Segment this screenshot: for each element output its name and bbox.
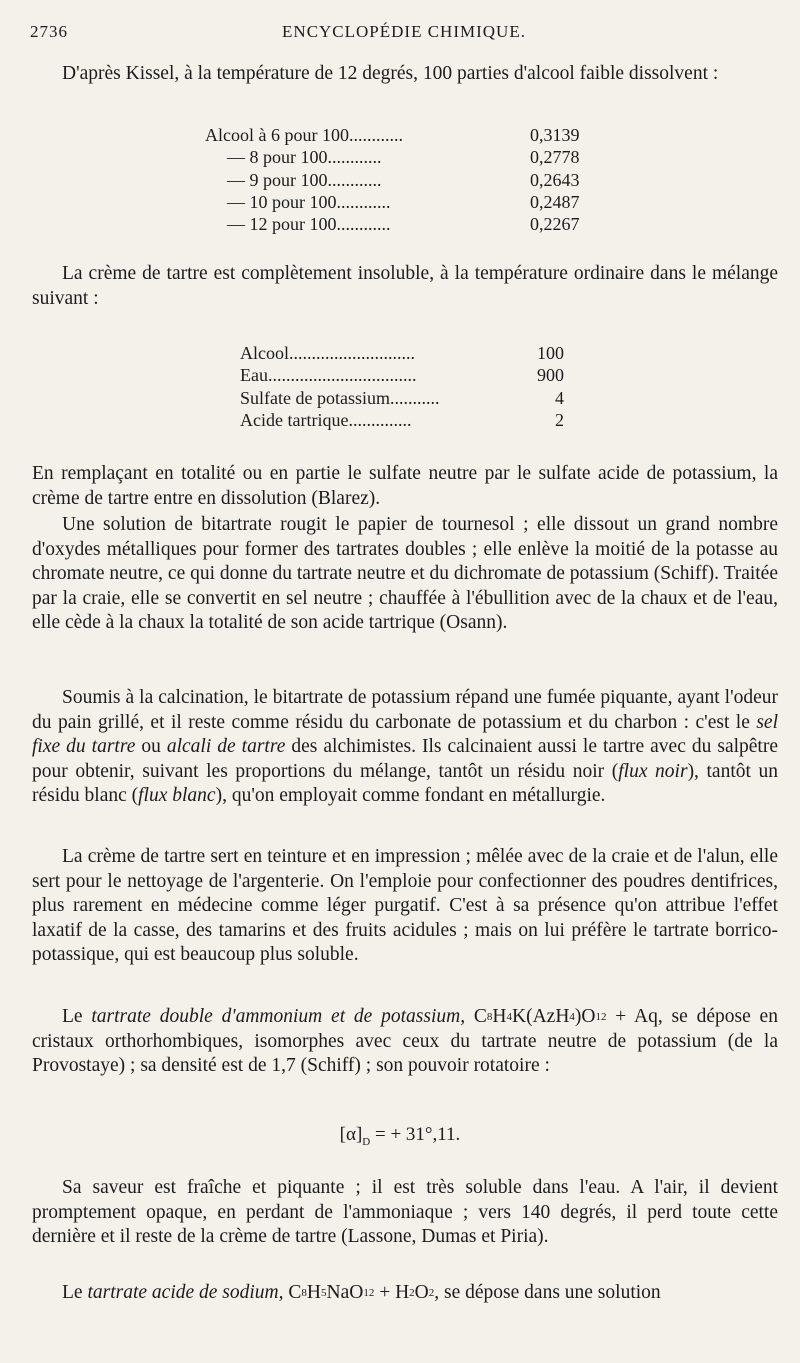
table-row — [240, 387, 570, 409]
row-label: Sulfate de potassium........... — [240, 387, 440, 408]
row-value: 0,2267 — [530, 214, 580, 235]
table-row — [240, 342, 570, 364]
row-value: 0,3139 — [530, 125, 580, 145]
table-row — [205, 191, 625, 213]
row-value: 0,2778 — [530, 147, 580, 168]
row-label: Eau................................. — [240, 365, 417, 386]
row-value: 0,2643 — [530, 169, 580, 190]
insoluble-paragraph: La crème de tartre est complètement insoluble, à la température ordinaire dans le mélange suivant : — [32, 263, 778, 309]
running-title: ENCYCLOPÉDIE CHIMIQUE. — [282, 22, 526, 41]
chemical-formula: $C^8H^5NaO^{12} + H^2O^2$ — [283, 1282, 435, 1303]
rotatory-power-formula: $[\alpha]_D$ = + 31°,11. — [339, 1124, 461, 1148]
row-label: Alcool à 6 pour 100............ — [205, 125, 403, 145]
italic-term: tartrate acide de sodium, — [87, 1282, 284, 1303]
sodium-tartrate-paragraph: Le tartrate acide de sodium, $C^8H^5NaO^{12} + H^2O^2$, se dépose dans une solution — [62, 1282, 661, 1303]
row-value: 4 — [555, 387, 564, 408]
usage-paragraph: La crème de tartre sert en teinture et en impression ; mêlée avec de la craie et de l'alun, elle sert pour le nettoyage de l'argenterie. On l'emploie pour confectionner des poudres dentifrices, plus rarement en médecine comme léger purgatif. C'est à sa présence qu'on attribue l'effet laxatif de la casse, des tamarins et des fruits acidules ; mais on lui préfère le tartrate borrico-potassique, qui est beaucoup plus soluble. — [32, 846, 778, 965]
row-label: — 10 pour 100............ — [227, 191, 391, 212]
double-tartrate-paragraph: Le tartrate double d'ammonium et de potassium, $C^8H^4K(AzH^4)O^{12} + Aq$, se dépose en cristaux orthorhombiques, isomorphes avec ceux du tartrate neutre de potassium (de la Provostaye) ; sa densité est de 1,7 (Schiff) ; son pouvoir rotatoire : — [32, 1006, 778, 1076]
calcination-paragraph: Soumis à la calcination, le bitartrate de potassium répand une fumée piquante, ayant l'odeur du pain grillé, et il reste comme résidu du carbonate de potassium et du charbon : c'est le sel fixe du tartre ou alcali de tartre des alchimistes. Ils calcinaient aussi le tartre avec du salpêtre pour obtenir, suivant les proportions du mélange, tantôt un résidu noir (flux noir), tantôt un résidu blanc (flux blanc), qu'on employait comme fondant en métallurgie. — [32, 687, 778, 806]
row-value: 0,2487 — [530, 191, 580, 212]
mixture-table — [240, 342, 570, 431]
table-row — [240, 364, 570, 386]
solubility-table — [205, 124, 625, 235]
row-label: — 8 pour 100............ — [227, 147, 382, 168]
replacement-paragraph: En remplaçant en totalité ou en partie le sulfate neutre par le sulfate acide de potassium, la crème de tartre entre en dissolution (Blarez). — [32, 463, 778, 509]
taste-paragraph: Sa saveur est fraîche et piquante ; il est très soluble dans l'eau. A l'air, il devient promptement opaque, en perdant de l'ammoniaque ; vers 140 degrés, il perd toute cette dernière et il reste de la crème de tartre (Lassone, Dumas et Piria). — [32, 1177, 778, 1247]
row-value: 100 — [537, 343, 564, 363]
page-header — [30, 22, 778, 46]
row-label: Alcool............................ — [240, 343, 415, 363]
row-label: — 12 pour 100............ — [227, 214, 391, 235]
page-number: 2736 — [30, 22, 68, 41]
row-value: 2 — [555, 409, 564, 430]
intro-paragraph: D'après Kissel, à la température de 12 degrés, 100 parties d'alcool faible dissolvent : — [62, 63, 719, 84]
row-label: — 9 pour 100............ — [227, 169, 382, 190]
solution-paragraph: Une solution de bitartrate rougit le papier de tournesol ; elle dissout un grand nombre d'oxydes métalliques pour former des tartrates doubles ; elle enlève la moitié de la potasse au chromate neutre, ce qui donne du tartrate neutre et du dichromate de potassium (Schiff). Traitée par la craie, elle se convertit en sel neutre ; chauffée à l'ébullition avec de la chaux et de l'eau, elle cède à la chaux la totalité de son acide tartrique (Osann). — [32, 514, 778, 633]
chemical-formula: $C^8H^4K(AzH^4)O^{12} + Aq$, — [465, 1006, 663, 1027]
table-row — [205, 124, 625, 146]
italic-term: tartrate double d'ammonium et de potassium, — [91, 1006, 466, 1027]
row-value: 900 — [537, 365, 564, 386]
italic-term: alcali de tartre — [166, 736, 286, 757]
italic-term: flux noir — [618, 760, 688, 782]
table-row — [205, 213, 625, 235]
table-row — [205, 169, 625, 191]
italic-term: sel fixe du tartre — [32, 711, 778, 757]
table-row — [240, 409, 570, 431]
table-row — [205, 146, 625, 168]
italic-term: flux blanc — [138, 785, 216, 806]
row-label: Acide tartrique.............. — [240, 409, 412, 430]
